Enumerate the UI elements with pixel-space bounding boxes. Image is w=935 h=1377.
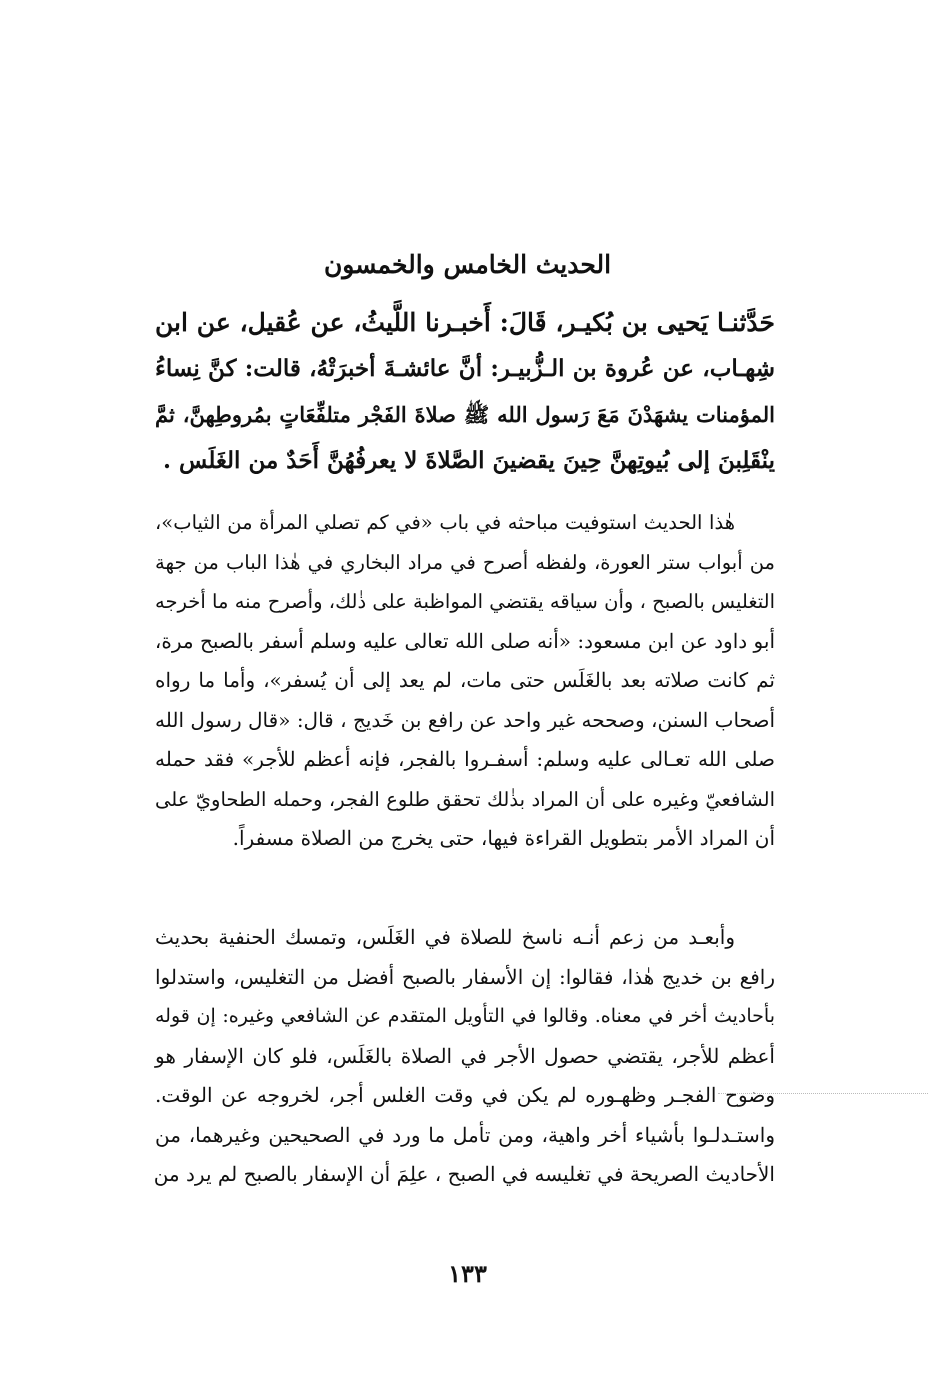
paragraph-line: بأحاديث أخر في معناه. وقالوا في التأويل المتقدم عن الشافعي وغيره: إن قوله [155,1005,775,1027]
paragraph-line: التغليس بالصبح ، وأن سياقه يقتضي المواظبة على ذٰلك، وأصرح منه ما أخرجه [155,590,775,613]
paragraph-line: صلى الله تعـالى عليه وسلم: أسفـروا بالفجر، فإنه أعظم للأجر» فقد حمله [155,747,775,771]
paragraph-line: هٰذا الحديث استوفيت مباحثه في باب «في كم تصلي المرأة من الثياب»، [155,511,735,534]
paragraph-line: وأبعـد من زعم أنـه ناسخ للصلاة في الغَلَس، وتمسك الحنفية بحديث [155,925,735,949]
hadith-line: ينْقَلِبنَ إلى بُيوتِهنَّ حِينَ يقضينَ الصَّلاةَ لا يعرفُهُنَّ أَحَدٌ من الغَلَس . [163,447,775,474]
paragraph-line: من أبواب ستر العورة، ولفظه أصرح في مراد البخاري في هٰذا الباب من جهة [155,550,775,574]
paragraph-line: أصحاب السنن، وصححه غير واحد عن رافع بن خَديج ، قال: «قال رسول الله [155,707,775,732]
paragraph-line: الأحاديث الصريحة في تغليسه في الصبح ، علِمَ أن الإسفار بالصبح لم يرد من [153,1162,775,1186]
scan-artifact-line [718,1093,928,1094]
hadith-text [155,300,775,484]
hadith-line: شِهـاب، عن عُروة بن الـزُّبيـر: أنَّ عائشـةَ أخبرَتْهُ، قالت: كنَّ نِساءُ [155,355,775,382]
hadith-line: المؤمنات يشهَدْنَ مَعَ رَسول الله ﷺ صلاةَ الفَجْر متلفِّعَاتٍ بمُروطِهنَّ، ثمَّ [155,402,775,427]
commentary-paragraph-1 [155,503,775,859]
paragraph-line: ثم كانت صلاته بعد بالغَلَس حتى مات، لم يعد إلى أن يُسفر»، وأما ما رواه [155,668,775,692]
page-number: ١٣٣ [448,1259,487,1288]
hadith-heading: الحديث الخامس والخمسون [323,250,612,279]
paragraph-line: أعظم للأجر، يقتضي حصول الأجر في الصلاة بالغَلَس، فلو كان الإسفار هو [155,1043,775,1068]
paragraph-line: واستـدلـوا بأشياء أخر واهية، ومن تأمل ما ورد في الصحيحين وغيرهما، من [155,1122,775,1147]
paragraph-line: أبو داود عن ابن مسعود: «أنه صلى الله تعالى عليه وسلم أسفر بالصبح مرة، [154,628,775,653]
paragraph-line: الشافعيّ وغيره على أن المراد بذٰلك تحقق طلوع الفجر، وحمله الطحاويّ على [155,787,775,811]
hadith-line: حَدَّثنـا يَحيى بن بُكيـر، قَالَ: أَخبـرنا اللَّيثُ، عن عُقيل، عن ابن [155,308,775,337]
paragraph-line: رافع بن خديج هٰذا، فقالوا: إن الأسفار بالصبح أفضل من التغليس، واستدلوا [155,964,775,989]
commentary-paragraph-2 [155,918,775,1195]
paragraph-line: أن المراد الأمر بتطويل القراءة فيها، حتى يخرج من الصلاة مسفراً. [232,826,775,850]
paragraph-line: وضوح الفجـر وظهـوره لم يكن في وقت الغلس أجر، لخروجه عن الوقت. [155,1083,775,1107]
